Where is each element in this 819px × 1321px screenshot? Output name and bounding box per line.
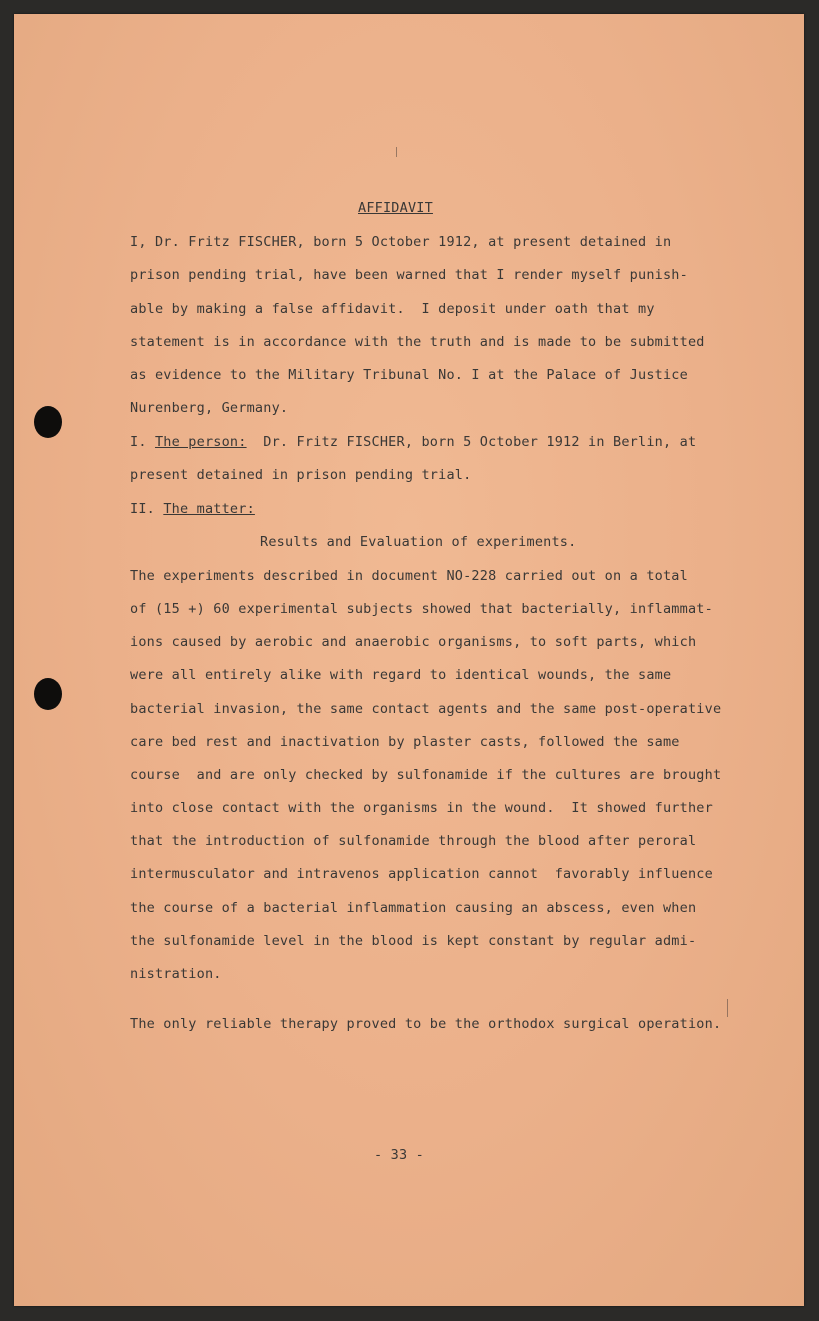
paragraph-1-line: able by making a false affidavit. I deposit under oath that my <box>130 301 655 317</box>
paragraph-1-line: I, Dr. Fritz FISCHER, born 5 October 1912, at present detained in <box>130 234 672 250</box>
paragraph-2-line: that the introduction of sulfonamide through the blood after peroral <box>130 833 697 849</box>
paragraph-2-line: the course of a bacterial inflammation causing an abscess, even when <box>130 900 697 916</box>
paragraph-2-line: of (15 +) 60 experimental subjects showed that bacterially, inflammat- <box>130 601 713 617</box>
page-number: - 33 - <box>374 1147 424 1163</box>
document-page <box>14 14 804 1306</box>
person-section-label: The person: <box>154 434 247 450</box>
paragraph-2-line: into close contact with the organisms in the wound. It showed further <box>130 800 713 816</box>
paragraph-2-line: were all entirely alike with regard to identical wounds, the same <box>130 667 672 683</box>
paragraph-2-line: The experiments described in document NO-228 carried out on a total <box>130 568 688 584</box>
matter-section-heading <box>130 501 255 517</box>
paper-mark <box>727 999 728 1017</box>
punch-hole <box>34 406 62 438</box>
matter-section-label: The matter: <box>163 501 255 517</box>
person-section-details: Dr. Fritz FISCHER, born 5 October 1912 in Berlin, at <box>246 434 697 450</box>
punch-hole <box>34 678 62 710</box>
paragraph-2-line: course and are only checked by sulfonamide if the cultures are brought <box>130 767 722 783</box>
paragraph-1-line: statement is in accordance with the truth and is made to be submitted <box>130 334 705 350</box>
paragraph-2-line: nistration. <box>130 966 222 982</box>
person-section-heading <box>130 434 696 450</box>
paragraph-2-line: the sulfonamide level in the blood is kept constant by regular admi- <box>130 933 697 949</box>
paragraph-2-line: bacterial invasion, the same contact agents and the same post-operative <box>130 701 722 717</box>
person-section-line: present detained in prison pending trial. <box>130 467 472 483</box>
matter-section-number: II. <box>130 501 164 517</box>
paragraph-2-line: care bed rest and inactivation by plaster casts, followed the same <box>130 734 680 750</box>
paragraph-1-line: as evidence to the Military Tribunal No. I at the Palace of Justice <box>130 367 688 383</box>
subheading: Results and Evaluation of experiments. <box>260 534 577 550</box>
paragraph-1-line: prison pending trial, have been warned that I render myself punish- <box>130 267 688 283</box>
person-section-number: I. <box>130 434 155 450</box>
paper-mark <box>396 147 397 157</box>
paragraph-2-line: ions caused by aerobic and anaerobic organisms, to soft parts, which <box>130 634 697 650</box>
document-title: AFFIDAVIT <box>358 200 433 216</box>
paragraph-2-line: intermusculator and intravenos application cannot favorably influence <box>130 866 713 882</box>
paragraph-3: The only reliable therapy proved to be the orthodox surgical operation. <box>130 1016 722 1032</box>
paragraph-1-line: Nurenberg, Germany. <box>130 400 289 416</box>
